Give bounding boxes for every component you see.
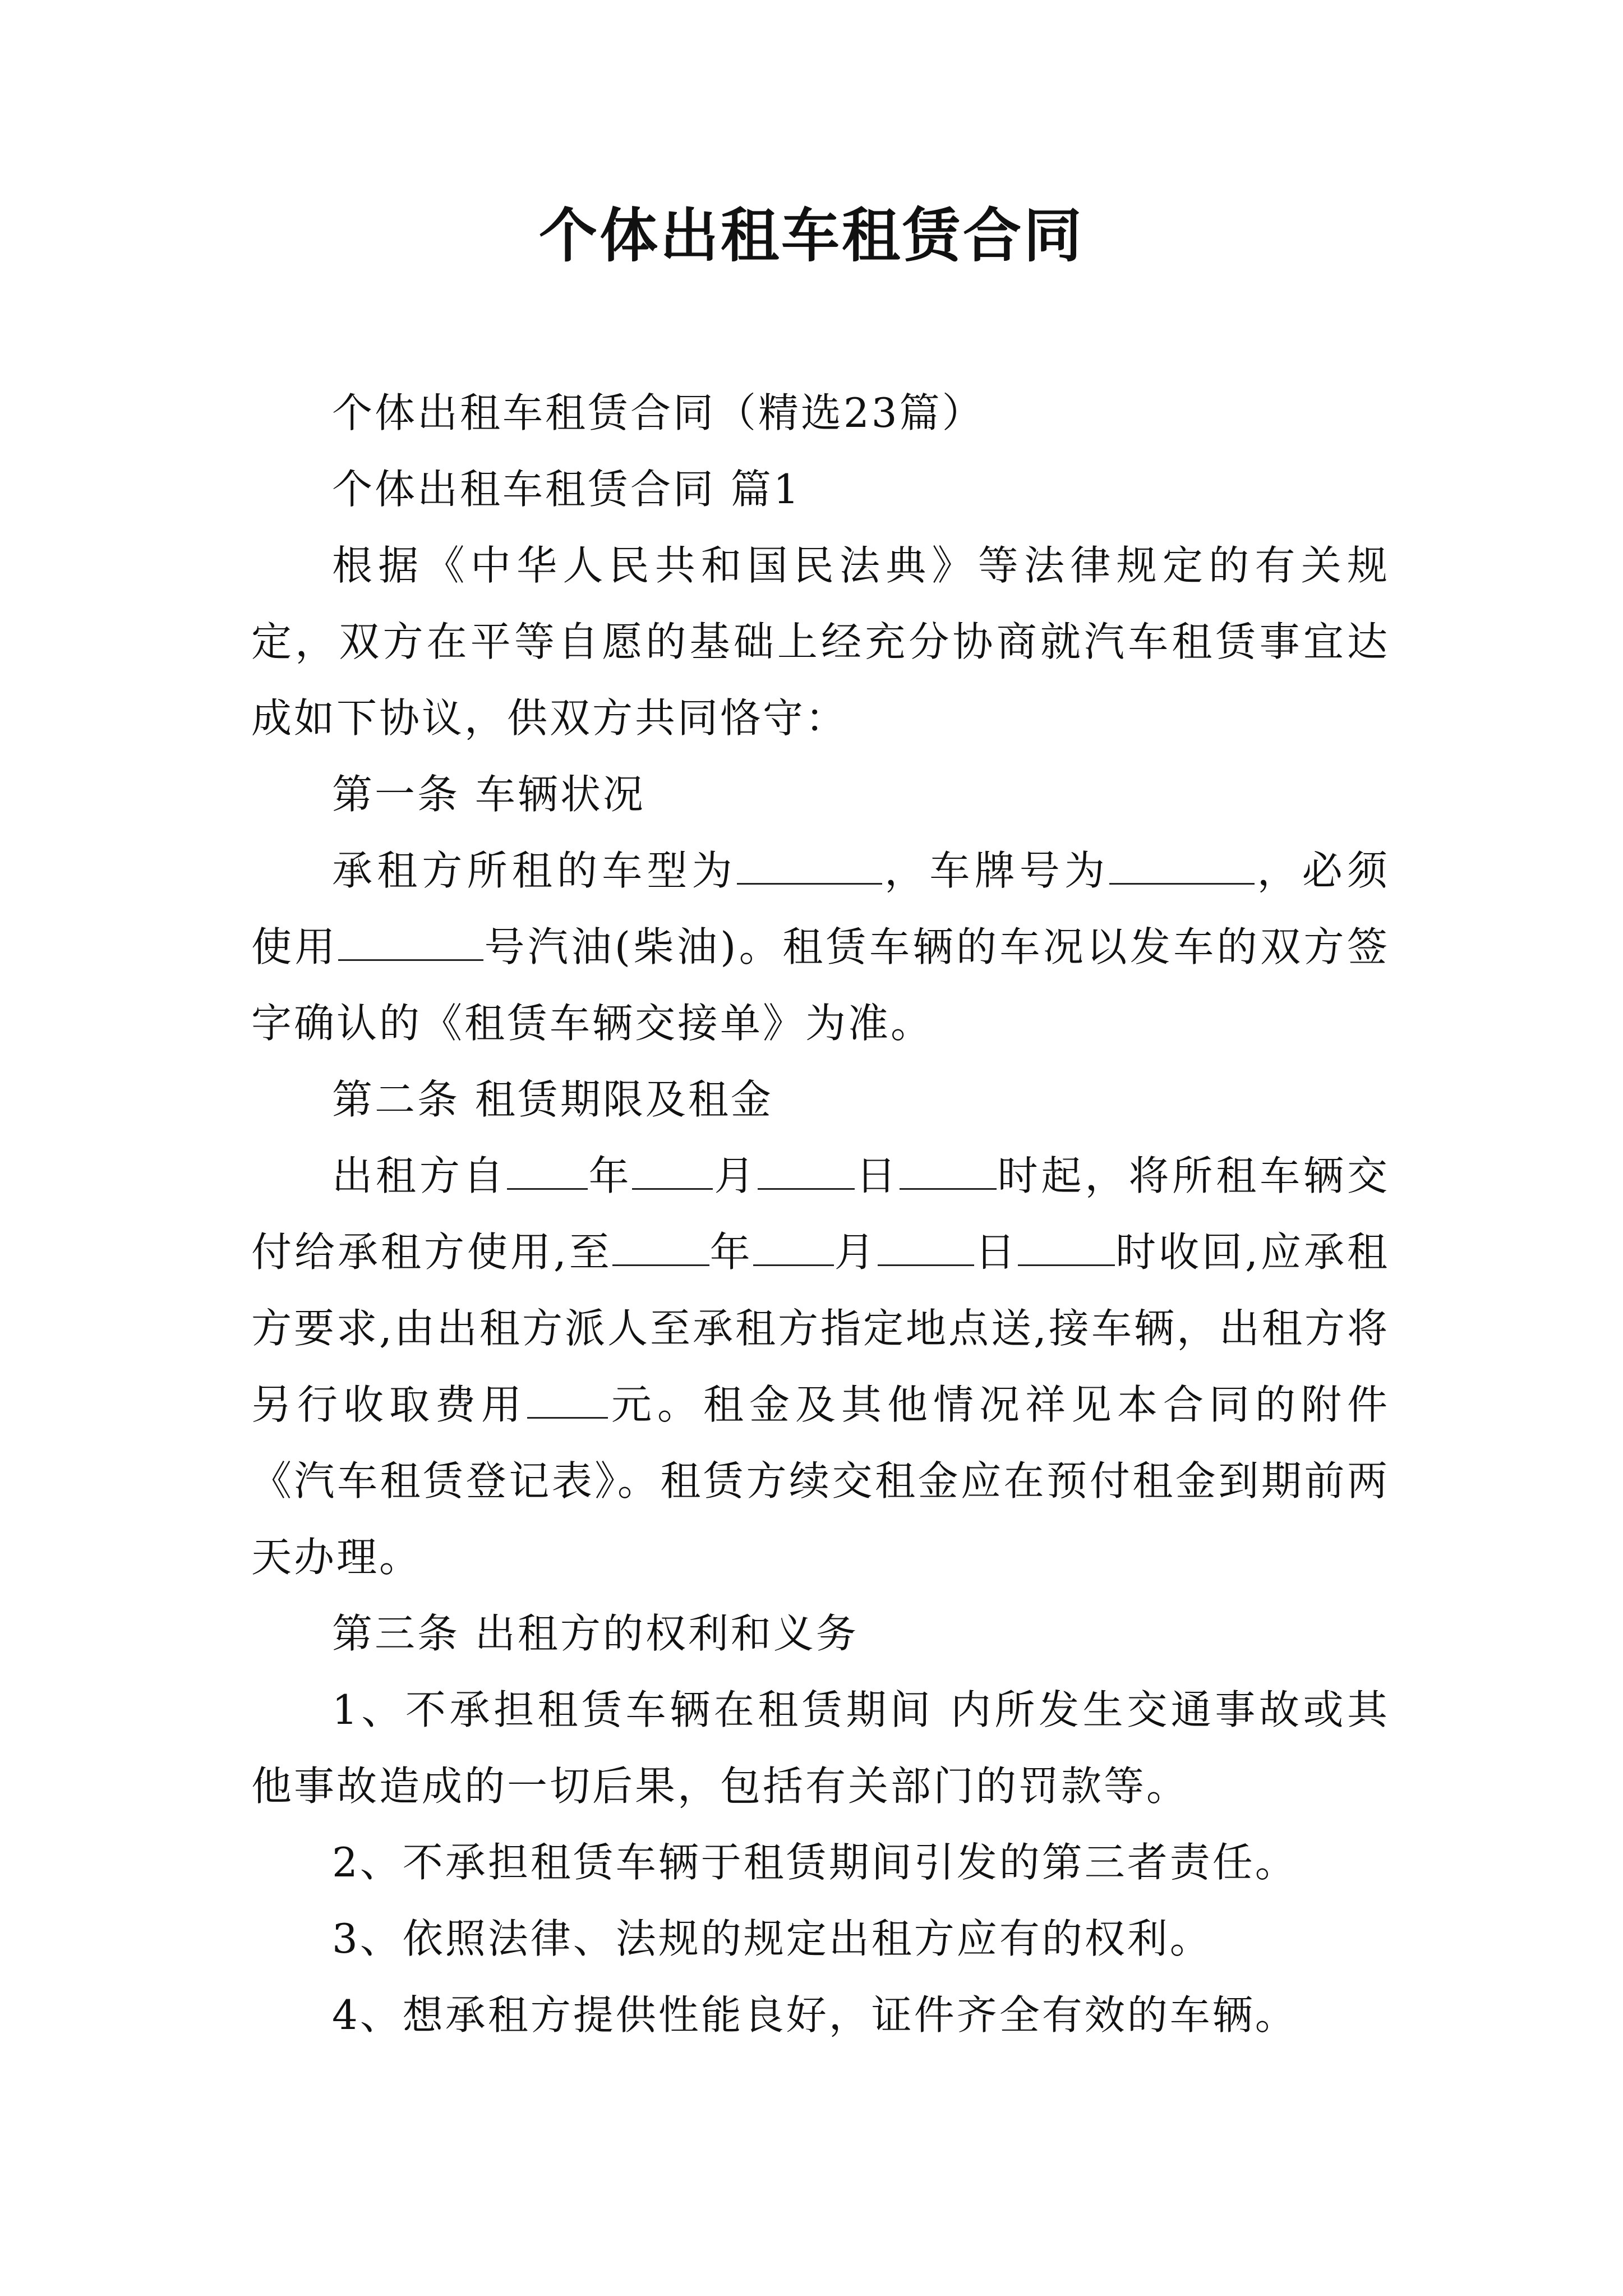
end-hour-blank — [1018, 1228, 1115, 1266]
start-day-label: 日 — [855, 1152, 900, 1199]
article2-paragraph — [251, 1138, 1390, 1595]
article1-text-b: ，车牌号为 — [882, 847, 1110, 894]
start-day-blank — [758, 1152, 855, 1190]
start-month-blank — [632, 1152, 713, 1190]
document-body — [251, 375, 1390, 2053]
article1-heading: 第一条 车辆状况 — [332, 771, 645, 818]
article1-text-a: 承租方所租的车型为 — [332, 847, 737, 894]
section-heading: 个体出租车租赁合同 篇1 — [332, 466, 801, 513]
article2-text-a: 出租方自 — [332, 1152, 507, 1199]
article3-item-4: 4、想承租方提供性能良好，证件齐全有效的车辆。 — [332, 1991, 1298, 2039]
start-hour-blank — [900, 1152, 997, 1190]
end-month-label: 月 — [833, 1228, 878, 1276]
start-month-label: 月 — [713, 1152, 758, 1199]
delivery-fee-blank — [527, 1381, 608, 1419]
end-month-blank — [753, 1228, 834, 1266]
plate-number-blank — [1109, 846, 1255, 885]
subtitle: 个体出租车租赁合同（精选23篇） — [332, 389, 985, 436]
start-year-label: 年 — [587, 1152, 633, 1199]
article3-heading: 第三条 出租方的权利和义务 — [332, 1610, 859, 1657]
end-day-blank — [878, 1228, 975, 1266]
article1-paragraph — [251, 832, 1390, 1061]
article2-heading: 第二条 租赁期限及租金 — [332, 1076, 773, 1123]
article1-text-c: ，必须使用 — [251, 847, 1390, 970]
end-year-label: 年 — [709, 1228, 753, 1276]
article1-text-d: 号汽油(柴油)。租赁车辆的车况以发车的双方签字确认的《租赁车辆交接单》为准。 — [251, 923, 1390, 1047]
end-day-label: 日 — [974, 1228, 1018, 1276]
fuel-grade-blank — [338, 923, 483, 961]
intro-paragraph: 根据《中华人民共和国民法典》等法律规定的有关规定，双方在平等自愿的基础上经充分协商就汽车租赁事宜达成如下协议，供双方共同恪守： — [251, 542, 1390, 742]
article2-text-c: 时收回,应承租方要求,由出租方派人至承租方指定地点送,接车辆，出租方将另行收取费用 — [251, 1228, 1390, 1428]
document-title: 个体出租车租赁合同 — [538, 201, 1084, 270]
article3-item-2: 2、不承担租赁车辆于租赁期间引发的第三者责任。 — [332, 1839, 1298, 1886]
article2-text-d: 元。租金及其他情况祥见本合同的附件《汽车租赁登记表》。租赁方续交租金应在预付租金到期前两天办理。 — [251, 1381, 1390, 1581]
article3-item-1: 1、不承担租赁车辆在租赁期间 内所发生交通事故或其他事故造成的一切后果，包括有关部门的罚款等。 — [251, 1686, 1390, 1810]
article3-item-3: 3、依照法律、法规的规定出租方应有的权利。 — [332, 1915, 1212, 1962]
article2-text-b: 时起，将所租车辆交付给承租方使用,至 — [251, 1152, 1390, 1276]
start-year-blank — [507, 1152, 588, 1190]
car-model-blank — [737, 846, 882, 885]
end-year-blank — [612, 1228, 709, 1266]
